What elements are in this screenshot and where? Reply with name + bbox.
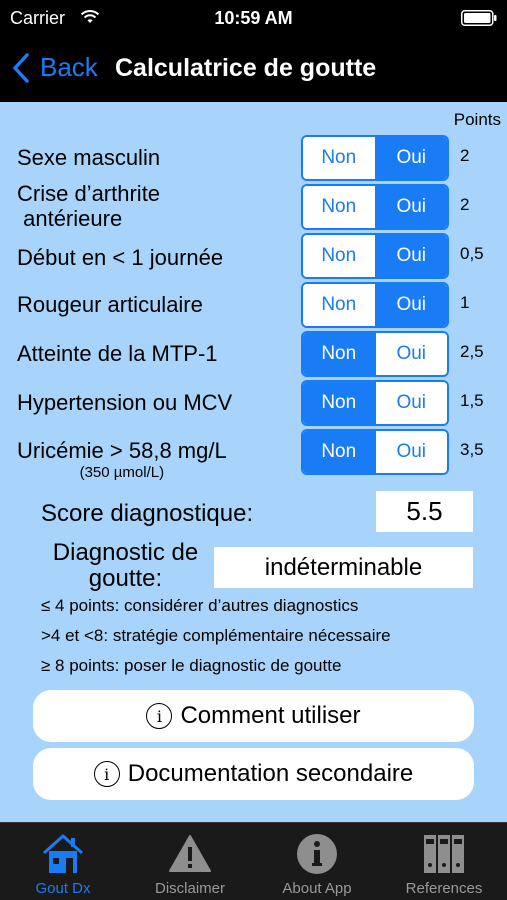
option-oui[interactable]: Oui [375, 284, 448, 326]
guide-line-high: ≥ 8 points: poser le diagnostic de goutte [41, 656, 342, 675]
tab-label: Disclaimer [154, 880, 225, 897]
info-icon [294, 831, 340, 877]
tab-disclaimer[interactable] [127, 823, 253, 900]
diagnosis-value: indéterminable [214, 547, 473, 588]
chevron-left-icon [12, 53, 30, 83]
uricemia-sublabel: (350 µmol/L) [79, 464, 165, 481]
secondary-documentation-label: Documentation secondaire [127, 760, 414, 787]
navigation-bar [0, 38, 507, 102]
uricemia-label: Uricémie > 58,8 mg/L [17, 438, 227, 463]
calculator-panel [0, 102, 507, 822]
criterion-points: 1 [460, 293, 470, 312]
criterion-points: 2 [460, 146, 470, 165]
criterion-points: 3,5 [460, 440, 484, 459]
option-non[interactable]: Non [303, 284, 375, 326]
status-bar [0, 0, 507, 38]
option-non[interactable]: Non [303, 382, 375, 424]
tab-label: About App [282, 880, 352, 897]
toggle-previous-arthritis[interactable] [301, 184, 449, 230]
carrier-label: Carrier [10, 8, 66, 28]
binders-icon [421, 831, 467, 877]
guide-line-mid: >4 et <8: stratégie complémentaire nécessaire [41, 626, 391, 645]
toggle-mtp1[interactable] [301, 331, 449, 377]
tab-label: Gout Dx [35, 880, 91, 897]
option-oui[interactable]: Oui [375, 137, 448, 179]
back-label: Back [40, 52, 98, 82]
diagnosis-label: Diagnostic de goutte: [52, 539, 199, 592]
warning-icon [167, 831, 213, 877]
toggle-uricemia[interactable] [301, 429, 449, 475]
criterion-label-mtp1: Atteinte de la MTP-1 [17, 341, 218, 366]
criterion-label-male-sex: Sexe masculin [17, 145, 161, 170]
toggle-hypertension[interactable] [301, 380, 449, 426]
criterion-points: 0,5 [460, 244, 484, 263]
option-non[interactable]: Non [303, 235, 375, 277]
back-button[interactable] [12, 52, 98, 83]
option-non[interactable]: Non [303, 333, 375, 375]
criterion-points: 2,5 [460, 342, 484, 361]
criterion-points: 2 [460, 195, 470, 214]
score-value: 5.5 [376, 491, 473, 532]
option-oui[interactable]: Oui [375, 382, 448, 424]
option-oui[interactable]: Oui [375, 333, 448, 375]
info-circle-icon: i [146, 703, 172, 729]
criterion-label-joint-redness: Rougeur articulaire [17, 292, 203, 317]
criterion-label-uricemia [17, 438, 227, 481]
criterion-points: 1,5 [460, 391, 484, 410]
house-icon [40, 831, 86, 877]
tab-label: References [405, 880, 483, 897]
option-oui[interactable]: Oui [375, 186, 448, 228]
toggle-joint-redness[interactable] [301, 282, 449, 328]
criterion-label-onset: Début en < 1 journée [17, 245, 224, 270]
option-non[interactable]: Non [303, 186, 375, 228]
option-non[interactable]: Non [303, 137, 375, 179]
option-oui[interactable]: Oui [375, 431, 448, 473]
clock: 10:59 AM [214, 8, 293, 28]
tab-bar [0, 822, 507, 900]
points-column-header: Points [453, 110, 501, 129]
toggle-male-sex[interactable] [301, 135, 449, 181]
how-to-use-button[interactable] [33, 690, 474, 742]
secondary-documentation-button[interactable] [33, 748, 474, 800]
tab-references[interactable] [381, 823, 507, 900]
info-circle-icon: i [94, 761, 120, 787]
tab-about-app[interactable] [254, 823, 380, 900]
battery-icon [461, 10, 497, 26]
page-title: Calculatrice de goutte [115, 54, 377, 82]
tab-gout-dx[interactable] [0, 823, 126, 900]
guide-line-low: ≤ 4 points: considérer d’autres diagnostics [41, 596, 359, 615]
criterion-label-hypertension: Hypertension ou MCV [17, 390, 233, 415]
score-label: Score diagnostique: [41, 500, 254, 527]
how-to-use-label: Comment utiliser [180, 702, 361, 729]
criterion-label-previous-arthritis: Crise d’arthrite antérieure [17, 181, 161, 231]
option-non[interactable]: Non [303, 431, 375, 473]
option-oui[interactable]: Oui [375, 235, 448, 277]
toggle-onset[interactable] [301, 233, 449, 279]
